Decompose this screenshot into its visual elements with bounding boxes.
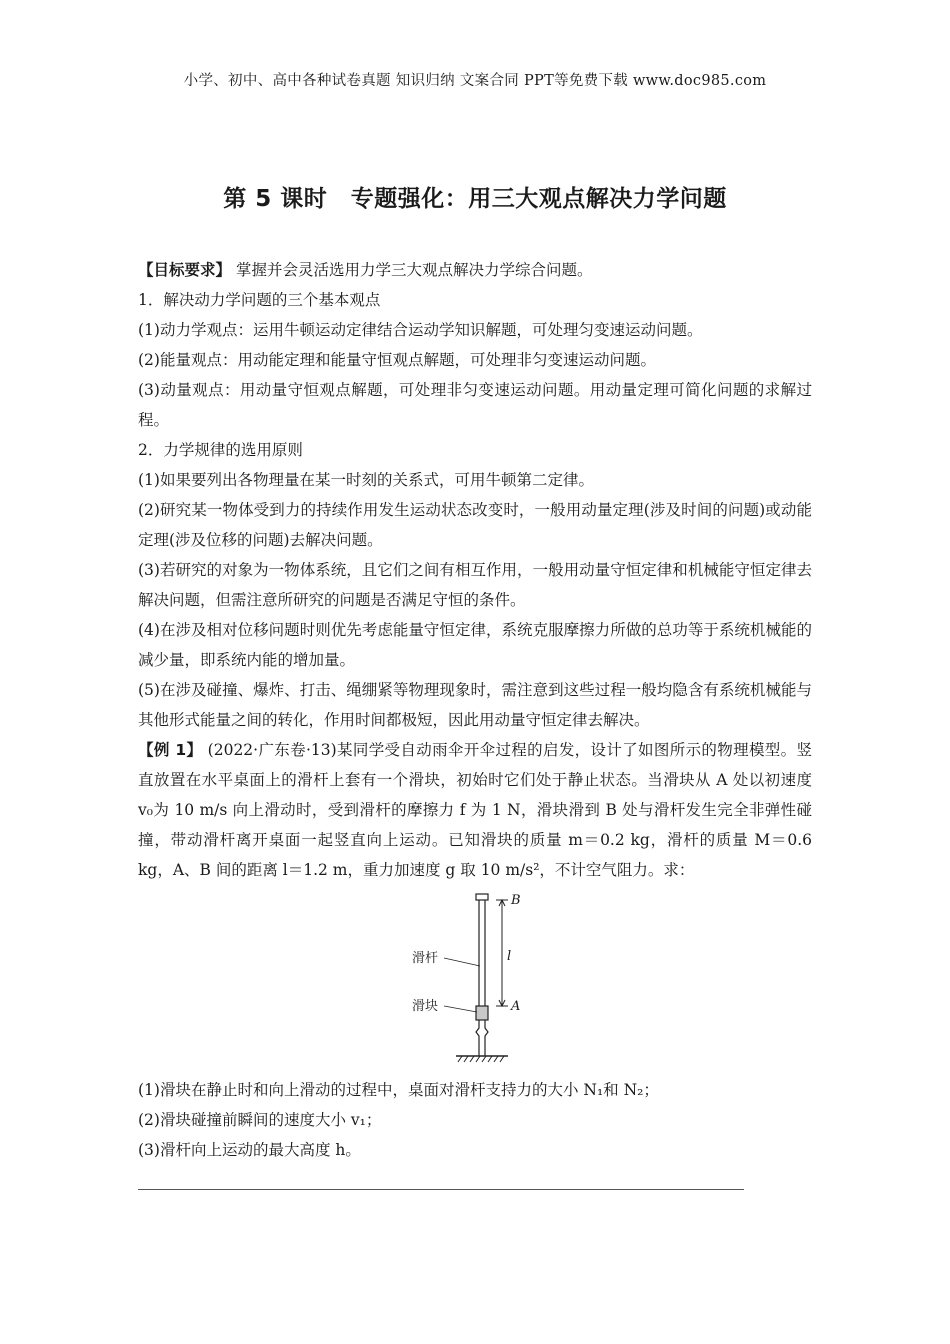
page-title: 第 5 课时 专题强化：用三大观点解决力学问题 <box>223 186 727 212</box>
question-item: (2)滑块碰撞前瞬间的速度大小 v₁； <box>138 1111 382 1129</box>
page-header: 小学、初中、高中各种试卷真题 知识归纳 文案合同 PPT等免费下载 www.doc985.com <box>183 73 767 89</box>
question-list <box>138 1075 812 1165</box>
objective-text: 掌握并会灵活选用力学三大观点解决力学综合问题。 <box>231 261 593 279</box>
paragraph: (1)如果要列出各物理量在某一时刻的关系式，可用牛顿第二定律。 <box>138 471 594 489</box>
question-item: (3)滑杆向上运动的最大高度 h。 <box>138 1141 361 1159</box>
block-label: 滑块 <box>412 999 439 1014</box>
example-text: (2022·广东卷·13)某同学受自动雨伞开伞过程的启发，设计了如图所示的物理模型。竖直放置在水平桌面上的滑杆上套有一个滑块，初始时它们处于静止状态。当滑块从 A 处以初速度 v₀为 10 m/s 向上滑动时，受到滑杆的摩擦力 f 为 1 N，滑块滑到 B 处与滑杆发生完全非弹性碰撞，带动滑杆离开桌面一起竖直向上运动。已知滑块的质量 m＝0.2 kg，滑杆的质量 M＝0.6 kg，A、B 间的距离 l＝1.2 m，重力加速度 g 取 10 m/s²，不计空气阻力。求： <box>138 741 812 879</box>
rod-top-cap <box>476 894 488 900</box>
paragraph: 2．力学规律的选用原则 <box>138 441 303 459</box>
rod-lower-spring <box>476 1020 488 1056</box>
paragraph: 1．解决动力学问题的三个基本观点 <box>138 291 381 309</box>
example-paragraph <box>138 735 812 885</box>
objective-paragraph <box>138 255 812 285</box>
paragraph: (4)在涉及相对位移问题时则优先考虑能量守恒定律，系统克服摩擦力所做的总功等于系统机械能的减少量，即系统内能的增加量。 <box>138 621 812 669</box>
point-b-label: B <box>511 893 521 908</box>
paragraph: (2)研究某一物体受到力的持续作用发生运动状态改变时，一般用动量定理(涉及时间的问题)或动能定理(涉及位移的问题)去解决问题。 <box>138 501 812 549</box>
example-tag: 【例 1】 <box>138 741 203 759</box>
paragraph: (5)在涉及碰撞、爆炸、打击、绳绷紧等物理现象时，需注意到这些过程一般均隐含有系统机械能与其他形式能量之间的转化，作用时间都极短，因此用动量守恒定律去解决。 <box>138 681 812 729</box>
paragraph: (3)动量观点：用动量守恒观点解题，可处理非匀变速运动问题。用动量定理可简化问题的求解过程。 <box>138 381 812 429</box>
main-content <box>138 255 812 885</box>
rod-block-figure <box>412 888 542 1070</box>
answer-divider <box>138 1189 744 1190</box>
rod-leader-line <box>444 958 480 966</box>
paragraph: (2)能量观点：用动能定理和能量守恒观点解题，可处理非匀变速运动问题。 <box>138 351 656 369</box>
objective-tag: 【目标要求】 <box>138 261 232 279</box>
block-shape <box>476 1006 488 1020</box>
table-hatching <box>458 1056 504 1062</box>
block-leader-line <box>444 1006 477 1012</box>
paragraph: (1)动力学观点：运用牛顿运动定律结合运动学知识解题，可处理匀变速运动问题。 <box>138 321 703 339</box>
point-a-label: A <box>511 999 521 1014</box>
paragraph: (3)若研究的对象为一物体系统，且它们之间有相互作用，一般用动量守恒定律和机械能守恒定律去解决问题，但需注意所研究的问题是否满足守恒的条件。 <box>138 561 812 609</box>
rod-label: 滑杆 <box>412 951 439 966</box>
question-item: (1)滑块在静止时和向上滑动的过程中，桌面对滑杆支持力的大小 N₁和 N₂； <box>138 1081 659 1099</box>
length-l-label: l <box>507 949 512 964</box>
